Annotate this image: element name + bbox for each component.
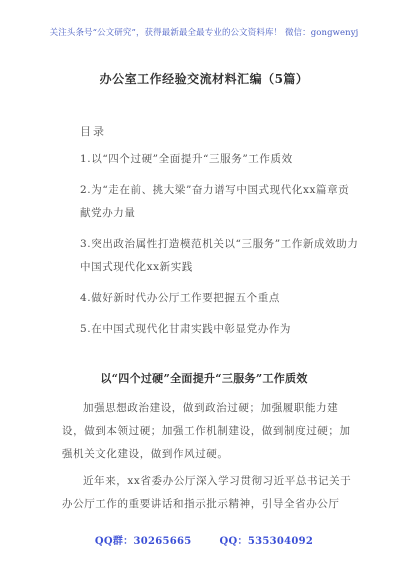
toc-heading: 目录	[80, 125, 106, 138]
header-banner: 关注头条号“公文研究”，获得最新最全最专业的公文资料库！ 微信：gongwenyj	[49, 28, 359, 38]
footer-qq: QQ：535304092	[219, 536, 314, 547]
footer-contact	[0, 532, 408, 547]
toc-item-3[interactable]: 3.突出政治属性打造模范机关以“三服务”工作新成效助力中国式现代化xx新实践	[80, 238, 359, 273]
body-paragraph-1: 加强思想政治建设，做到政治过硬；加强履职能力建设，做到本领过硬；加强工作机制建设，做到制度过硬；加强机关文化建设，做到作风过硬。	[62, 402, 351, 460]
document-title: 办公室工作经验交流材料汇编（5篇）	[99, 72, 309, 86]
body-paragraph-2: 近年来，xx省委办公厅深入学习贯彻习近平总书记关于办公厅工作的重要讲话和指示批示精神，引导全省办公厅	[62, 475, 352, 510]
toc-item-4[interactable]: 4.做好新时代办公厅工作要把握五个重点	[80, 292, 280, 304]
toc-item-1[interactable]: 1.以“四个过硬”全面提升“三服务”工作质效	[80, 153, 293, 165]
toc-item-5[interactable]: 5.在中国式现代化甘肃实践中彰显党办作为	[80, 323, 292, 335]
toc-item-2[interactable]: 2.为“走在前、挑大梁”奋力谱写中国式现代化xx篇章贡献党办力量	[80, 184, 350, 219]
section-title: 以“四个过硬”全面提升“三服务”工作质效	[100, 372, 308, 385]
footer-qq-group: QQ群：30265665	[94, 536, 192, 547]
table-of-contents	[80, 148, 360, 349]
